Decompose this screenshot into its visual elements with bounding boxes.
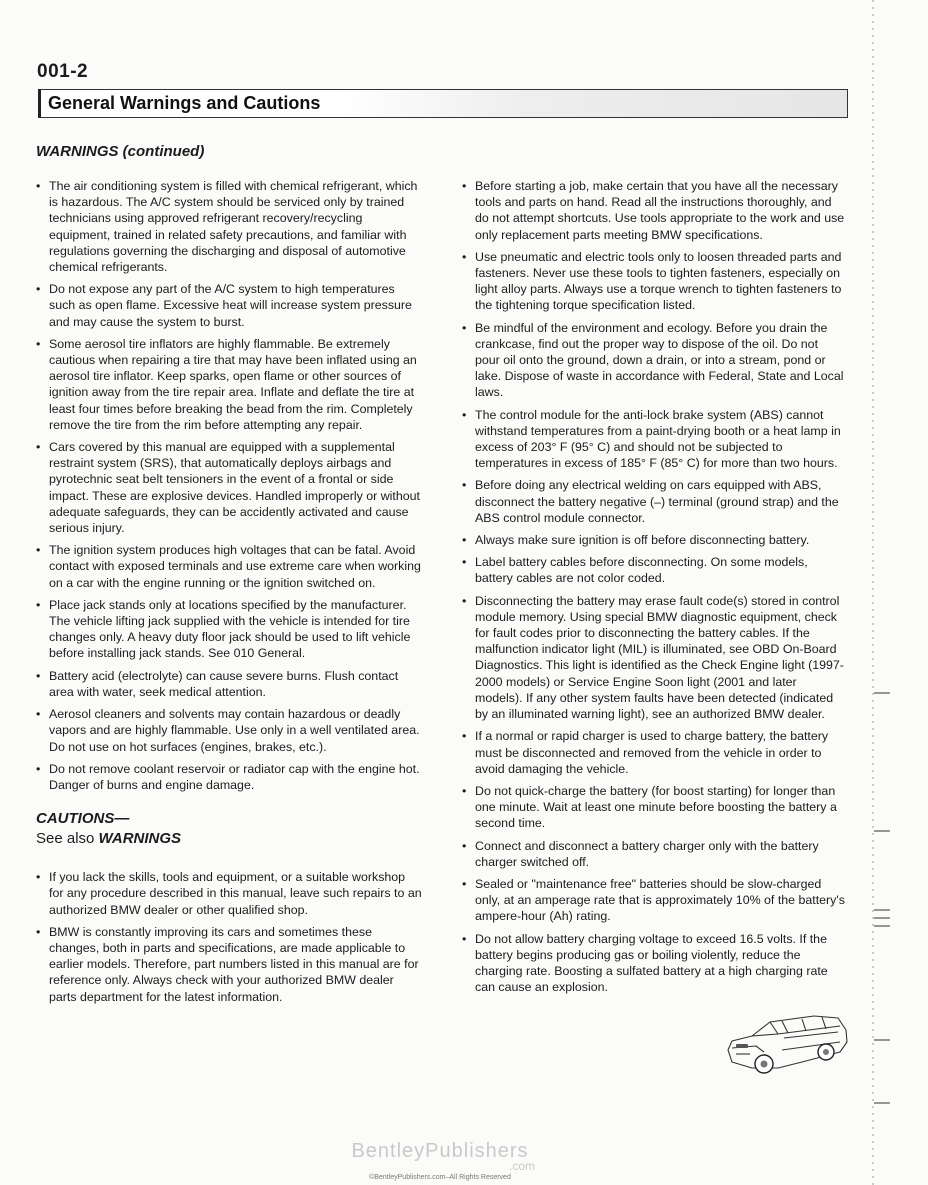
list-item: • Cars covered by this manual are equipped with a supplemental restraint system (SRS), that automatically deploys airbags and pyrotechnic seat belt tensioners in the event of a frontal or side impact. These are explosive devices. Handled improperly or without adequate safeguards, they can be accidently activated and cause serious injury. xyxy=(36,439,422,536)
list-item: • The air conditioning system is filled with chemical refrigerant, which is hazardous. The A/C system should be serviced only by trained technicians using approved refrigerant recovery/recycling equipment, trained in related safety precautions, and familiar with regulations governing the discharging and disposal of automotive chemical refrigerants. xyxy=(36,178,422,275)
list-item: • Aerosol cleaners and solvents may contain hazardous or deadly vapors and are highly flammable. Use only in a well ventilated area. Do not use on hot surfaces (engines, brakes, etc.). xyxy=(36,706,422,755)
page-number: 001-2 xyxy=(37,61,89,82)
list-item: • Connect and disconnect a battery charger only with the battery charger switched off. xyxy=(462,838,846,870)
title-banner xyxy=(38,89,848,118)
list-item: • Do not remove coolant reservoir or radiator cap with the engine hot. Danger of burns and engine damage. xyxy=(36,761,422,793)
list-item: • Place jack stands only at locations specified by the manufacturer. The vehicle lifting jack supplied with the vehicle is intended for tire changes only. A heavy duty floor jack should be used to lift vehicle before installing jack stands. See 010 General. xyxy=(36,597,422,662)
cautions-heading: CAUTIONS— xyxy=(36,810,130,828)
list-item: • Disconnecting the battery may erase fault code(s) stored in control module memory. Using special BMW diagnostic equipment, check for fault codes prior to disconnecting the battery cables. If the malfunction indicator light (MIL) is illuminated, see OBD On-Board Diagnostics. This light is identified as the Check Engine light (1997-2000 models) or Service Engine Soon light (2001 and later models). If any other system faults have been detected (indicated by an illuminated warning light), see an authorized BMW dealer. xyxy=(462,593,846,723)
left-column xyxy=(36,178,422,1011)
see-also-reference: WARNINGS xyxy=(98,830,182,848)
list-item: • Do not expose any part of the A/C system to high temperatures such as open flame. Excessive heat will increase system pressure and may cause the system to burst. xyxy=(36,281,422,330)
list-item: • BMW is constantly improving its cars and sometimes these changes, both in parts and specifications, are made applicable to earlier models. Therefore, part numbers listed in this manual are for reference only. Always check with your authorized BMW dealer parts department for the latest information. xyxy=(36,924,422,1005)
list-item: • If a normal or rapid charger is used to charge battery, the battery must be disconnected and removed from the vehicle in order to avoid damaging the vehicle. xyxy=(462,728,846,777)
list-item: • Before doing any electrical welding on cars equipped with ABS, disconnect the battery negative (–) terminal (ground strap) and the ABS control module connector. xyxy=(462,477,846,526)
right-column xyxy=(462,178,846,1001)
list-item: • Do not allow battery charging voltage to exceed 16.5 volts. If the battery begins producing gas or boiling violently, reduce the charging rate. Boosting a sulfated battery at a high charging rate can cause an explosion. xyxy=(462,931,846,996)
warnings-heading: WARNINGS (continued) xyxy=(36,143,205,160)
warnings-list-right xyxy=(462,178,846,995)
list-item: • Before starting a job, make certain that you have all the necessary tools and parts on hand. Read all the instructions thoroughly, and do not attempt shortcuts. Use tools appropriate to the work and use only replacement parts meeting BMW specifications. xyxy=(462,178,846,243)
cautions-list xyxy=(36,869,422,1005)
see-also-prefix: See also xyxy=(36,830,99,848)
bmw-wagon-illustration xyxy=(722,1008,852,1080)
list-item: • The ignition system produces high voltages that can be fatal. Avoid contact with exposed terminals and use extreme care when working on a car with the engine running or the ignition switched on. xyxy=(36,542,422,591)
list-item: • Some aerosol tire inflators are highly flammable. Be extremely cautious when repairing a tire that may have been inflated using an aerosol tire inflator. Keep sparks, open flame or other sources of ignition away from the tire repair area. Inflate and deflate the tire at least four times before breaking the bead from the rim. Completely remove the tire from the rim before attempting any repair. xyxy=(36,336,422,433)
list-item: • Battery acid (electrolyte) can cause severe burns. Flush contact area with water, seek medical attention. xyxy=(36,668,422,700)
watermark xyxy=(345,1140,535,1181)
page-title: General Warnings and Cautions xyxy=(48,93,321,113)
list-item: • Sealed or "maintenance free" batteries should be slow-charged only, at an amperage rate that is approximately 10% of the battery's ampere-hour (Ah) rating. xyxy=(462,876,846,925)
list-item: • Be mindful of the environment and ecology. Before you drain the crankcase, find out the proper way to dispose of the oil. Do not pour oil onto the ground, down a drain, or into a stream, pond or lake. Dispose of waste in accordance with Federal, State and Local laws. xyxy=(462,320,846,401)
copyright-line: ©BentleyPublishers.com–All Rights Reserved xyxy=(369,1174,511,1181)
list-item: • Always make sure ignition is off before disconnecting battery. xyxy=(462,532,846,548)
warnings-list-left xyxy=(36,178,422,793)
watermark-domain: .com xyxy=(508,1159,535,1173)
list-item: • Use pneumatic and electric tools only to loosen threaded parts and fasteners. Never use these tools to tighten fasteners, especially on light alloy parts. Always use a torque wrench to tighten fasteners to the tightening torque specification listed. xyxy=(462,249,846,314)
list-item: • Do not quick-charge the battery (for boost starting) for longer than one minute. Wait at least one minute before boosting the battery a second time. xyxy=(462,783,846,832)
page-edge-marks xyxy=(860,0,928,1185)
cautions-see-also xyxy=(36,829,422,849)
list-item: • If you lack the skills, tools and equipment, or a suitable workshop for any procedure described in this manual, leave such repairs to an authorized BMW dealer or other qualified shop. xyxy=(36,869,422,918)
list-item: • Label battery cables before disconnecting. On some models, battery cables are not color coded. xyxy=(462,554,846,586)
list-item: • The control module for the anti-lock brake system (ABS) cannot withstand temperatures from a paint-drying booth or a heat lamp in excess of 203° F (95° C) and should not be subjected to temperatures in excess of 185° F (85° C) for more than two hours. xyxy=(462,407,846,472)
watermark-name: BentleyPublishers xyxy=(351,1140,529,1162)
